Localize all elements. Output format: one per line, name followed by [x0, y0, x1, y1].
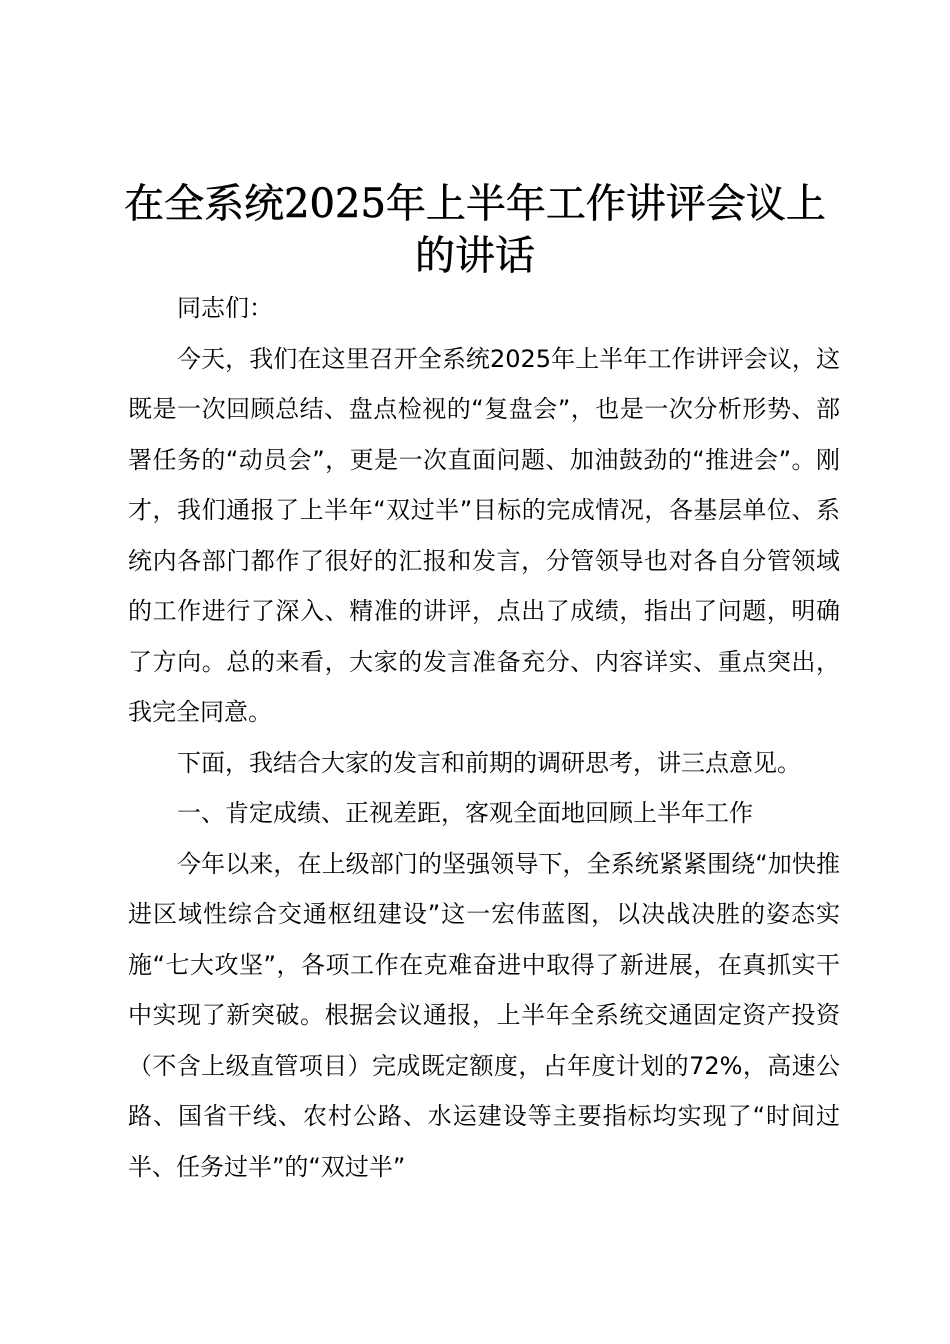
document-title: 在全系统2025年上半年工作讲评会议上的讲话: [124, 181, 826, 279]
salutation: 同志们：: [177, 294, 273, 322]
paragraph-section-1: 今年以来，在上级部门的坚强领导下，全系统紧紧围绕“加快推进区域性综合交通枢纽建设”这一宏伟蓝图，以决战决胜的姿态实施“七大攻坚”，各项工作在克难奋进中取得了新进展，在真抓实干中实现了新突破。根据会议通报，上半年全系统交通固定资产投资（不含上级直管项目）完成既定额度，占年度计划的72%，高速公路、国省干线、农村公路、水运建设等主要指标均实现了“时间过半、任务过半”的“双过半”: [128, 849, 840, 1181]
paragraph-outline: 下面，我结合大家的发言和前期的调研思考，讲三点意见。: [177, 748, 801, 777]
paragraph-opening: 今天，我们在这里召开全系统2025年上半年工作讲评会议，这既是一次回顾总结、盘点检视的“复盘会”，也是一次分析形势、部署任务的“动员会”，更是一次直面问题、加油鼓劲的“推进会”。刚才，我们通报了上半年“双过半”目标的完成情况，各基层单位、系统内各部门都作了很好的汇报和发言，分管领导也对各自分管领域的工作进行了深入、精准的讲评，点出了成绩，指出了问题，明确了方向。总的来看，大家的发言准备充分、内容详实、重点突出，我完全同意。: [128, 344, 840, 726]
section-heading-1: 一、肯定成绩、正视差距，客观全面地回顾上半年工作: [177, 799, 753, 827]
document-body: [128, 283, 840, 1192]
